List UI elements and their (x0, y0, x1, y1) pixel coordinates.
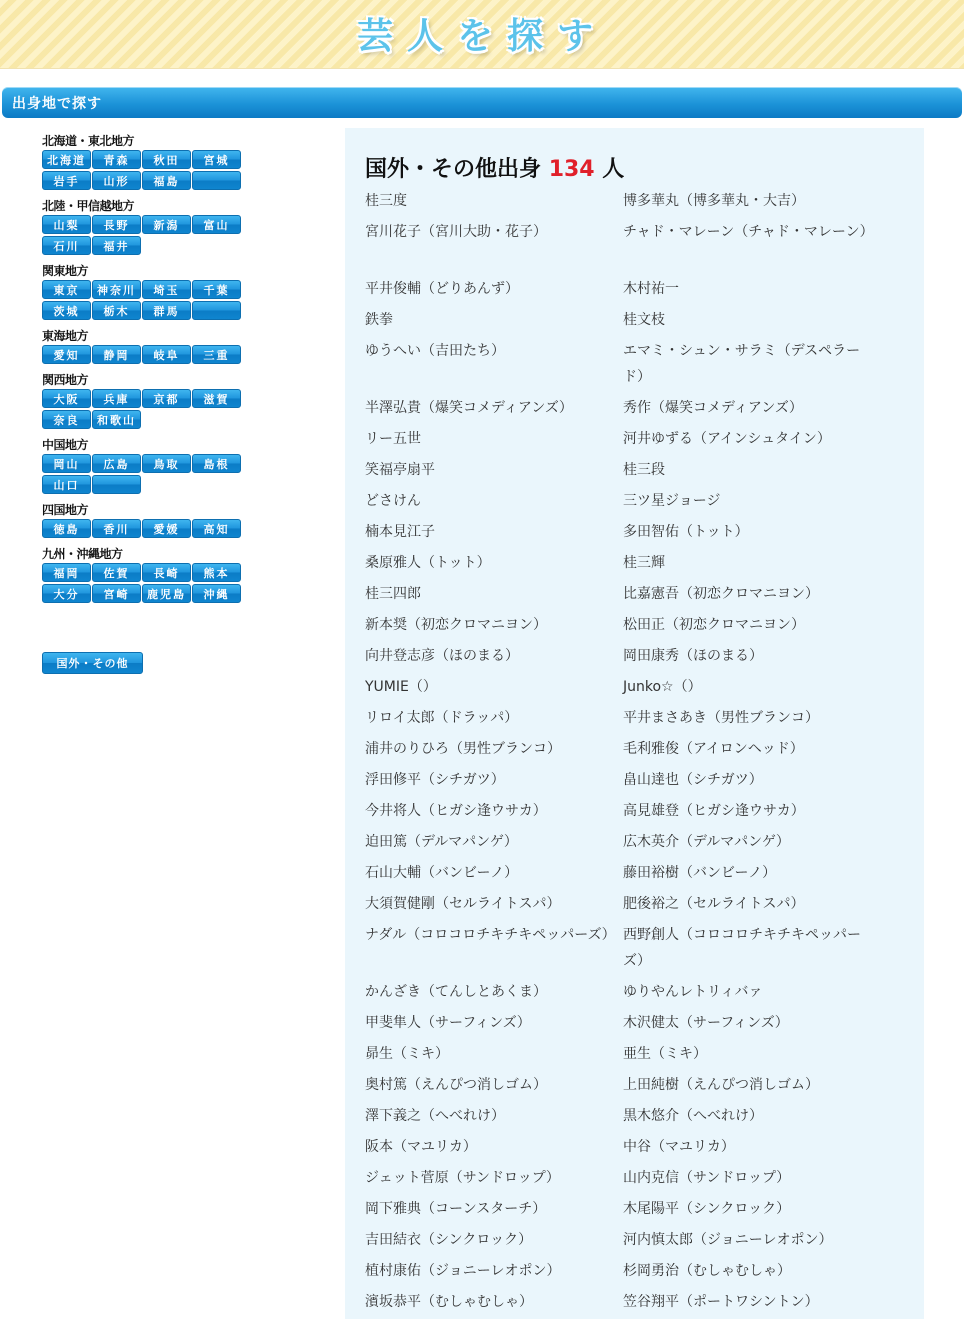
prefecture-button[interactable]: 北海道 (42, 150, 91, 169)
comedian-link[interactable]: 鉄拳 (365, 312, 393, 328)
comedian-link[interactable]: 桂三四郎 (365, 586, 421, 602)
region-title: 北陸・甲信越地方 (42, 199, 135, 213)
comedian-link[interactable]: 宮川花子（宮川大助・花子） (365, 224, 547, 240)
comedian-link[interactable]: 博多華丸（博多華丸・大吉） (623, 193, 805, 209)
region-group (42, 327, 252, 365)
comedian-link[interactable]: YUMIE（） (365, 679, 437, 695)
comedian-link[interactable]: ジェット菅原（サンドロップ） (365, 1170, 560, 1186)
comedian-link[interactable]: 西野創人（コロコロチキチキペッパーズ） (623, 927, 861, 969)
prefecture-button[interactable]: 宮城 (192, 150, 241, 169)
comedian-link[interactable]: 杉岡勇治（むしゃむしゃ） (623, 1263, 791, 1279)
prefecture-grid (42, 150, 252, 191)
comedian-link[interactable]: 河井ゆずる（アインシュタイン） (623, 431, 831, 447)
comedian-link[interactable]: 上田純樹（えんぴつ消しゴム） (623, 1077, 819, 1093)
comedian-link[interactable]: 桂三度 (365, 193, 407, 209)
comedian-link[interactable]: 奥村篤（えんぴつ消しゴム） (365, 1077, 547, 1093)
prefecture-button-empty (92, 475, 141, 494)
region-title: 東海地方 (42, 329, 89, 343)
comedian-link[interactable]: リロイ太郎（ドラッパ） (365, 710, 519, 726)
region-title: 関西地方 (42, 373, 89, 387)
comedian-link[interactable]: 笠谷翔平（ポートワシントン） (623, 1294, 819, 1310)
prefecture-button[interactable]: 山形 (92, 171, 141, 190)
region-group (42, 371, 252, 430)
comedian-link[interactable]: 濱坂恭平（むしゃむしゃ） (365, 1294, 533, 1310)
prefecture-button[interactable]: 岐阜 (142, 345, 191, 364)
comedian-link[interactable]: 楠本見江子 (365, 524, 435, 540)
prefecture-button[interactable]: 愛媛 (142, 519, 191, 538)
other-region-button[interactable]: 国外・その他 (42, 652, 143, 674)
comedian-link[interactable]: 松田正（初恋クロマニヨン） (623, 617, 805, 633)
comedian-link[interactable]: ゆりやんレトリィバァ (623, 984, 763, 1000)
prefecture-button[interactable]: 福島 (142, 171, 191, 190)
results-heading-text: 国外・その他出身 (365, 157, 542, 182)
prefecture-button[interactable]: 和歌山 (92, 410, 141, 429)
comedian-link[interactable]: 亜生（ミキ） (623, 1046, 707, 1062)
prefecture-button-empty (192, 301, 241, 320)
prefecture-button[interactable]: 鹿児島 (142, 584, 191, 603)
prefecture-button[interactable]: 富山 (192, 215, 241, 234)
comedian-link[interactable]: 中谷（マユリカ） (623, 1139, 735, 1155)
comedian-link[interactable]: 秀作（爆笑コメディアンズ） (623, 400, 803, 416)
region-group (42, 545, 252, 604)
comedian-link[interactable]: 畠山達也（シチガツ） (623, 772, 763, 788)
comedian-link[interactable]: 植村康佑（ジョニーレオポン） (365, 1263, 561, 1279)
prefecture-button[interactable]: 大阪 (42, 389, 91, 408)
comedian-link[interactable]: 澤下義之（へべれけ） (365, 1108, 505, 1124)
comedian-link[interactable]: 平井まさあき（男性ブランコ） (623, 710, 819, 726)
prefecture-button[interactable]: 福岡 (42, 563, 91, 582)
prefecture-button[interactable]: 埼玉 (142, 280, 191, 299)
comedian-link[interactable]: 河内慎太郎（ジョニーレオポン） (623, 1232, 833, 1248)
comedian-link[interactable]: かんざき（てんしとあくま） (365, 984, 547, 1000)
results-panel (345, 128, 924, 1319)
comedian-link[interactable]: 昴生（ミキ） (365, 1046, 449, 1062)
prefecture-button[interactable]: 広島 (92, 454, 141, 473)
region-title: 九州・沖縄地方 (42, 547, 123, 561)
comedian-link[interactable]: 岡下雅典（コーンスターチ） (365, 1201, 547, 1217)
prefecture-button[interactable]: 福井 (92, 236, 141, 255)
prefecture-button[interactable]: 三重 (192, 345, 241, 364)
prefecture-button[interactable]: 岩手 (42, 171, 91, 190)
section-title: 出身地で探す (12, 96, 102, 112)
comedian-link[interactable]: 桂文枝 (623, 312, 665, 328)
region-title: 関東地方 (42, 264, 89, 278)
comedian-link[interactable]: 多田智佑（トット） (623, 524, 749, 540)
prefecture-button[interactable]: 愛知 (42, 345, 91, 364)
prefecture-button[interactable]: 新潟 (142, 215, 191, 234)
comedian-link[interactable]: 迫田篤（デルマパンゲ） (365, 834, 518, 850)
prefecture-button[interactable]: 奈良 (42, 410, 91, 429)
comedian-link[interactable]: 木沢健太（サーフィンズ） (623, 1015, 789, 1031)
prefecture-button[interactable]: 宮崎 (92, 584, 141, 603)
comedian-link[interactable]: 木村祐一 (623, 281, 679, 297)
prefecture-button[interactable]: 秋田 (142, 150, 191, 169)
prefecture-button[interactable]: 高知 (192, 519, 241, 538)
comedian-link[interactable]: 藤田裕樹（バンビーノ） (623, 865, 777, 881)
comedian-link[interactable]: 比嘉憲吾（初恋クロマニヨン） (623, 586, 819, 602)
prefecture-button[interactable]: 沖縄 (192, 584, 241, 603)
prefecture-grid (42, 280, 252, 321)
region-title: 北海道・東北地方 (42, 134, 135, 148)
region-group (42, 436, 252, 495)
comedian-link[interactable]: 浮田修平（シチガツ） (365, 772, 505, 788)
prefecture-button[interactable]: 山梨 (42, 215, 91, 234)
comedian-link[interactable]: 黒木悠介（へべれけ） (623, 1108, 763, 1124)
results-count: 134 (548, 157, 595, 182)
prefecture-button[interactable]: 徳島 (42, 519, 91, 538)
comedian-link[interactable]: 新本奨（初恋クロマニヨン） (365, 617, 547, 633)
comedian-link[interactable]: 平井俊輔（どりあんず） (365, 281, 519, 297)
prefecture-grid (42, 215, 252, 256)
comedian-link[interactable]: 阪本（マユリカ） (365, 1139, 477, 1155)
comedian-link[interactable]: 桑原雅人（トット） (365, 555, 491, 571)
comedian-link[interactable]: 半澤弘貴（爆笑コメディアンズ） (365, 400, 573, 416)
comedian-link[interactable]: 桂三輝 (623, 555, 665, 571)
comedian-link[interactable]: 桂三段 (623, 462, 665, 478)
comedian-link[interactable]: リー五世 (365, 431, 421, 447)
comedian-link[interactable]: 高見雄登（ヒガシ逢ウサカ） (623, 803, 805, 819)
region-title: 中国地方 (42, 438, 89, 452)
region-group (42, 132, 252, 191)
comedian-link[interactable]: 今井将人（ヒガシ逢ウサカ） (365, 803, 547, 819)
region-group (42, 501, 252, 539)
prefecture-button[interactable]: 香川 (92, 519, 141, 538)
prefecture-button[interactable]: 島根 (192, 454, 241, 473)
region-group (42, 262, 252, 321)
prefecture-button[interactable]: 鳥取 (142, 454, 191, 473)
prefecture-grid (42, 389, 252, 430)
prefecture-grid (42, 519, 252, 539)
prefecture-button[interactable]: 神奈川 (92, 280, 141, 299)
prefecture-button[interactable]: 東京 (42, 280, 91, 299)
prefecture-grid (42, 563, 252, 604)
comedian-link[interactable]: チャド・マレーン（チャド・マレーン） (623, 224, 874, 240)
region-group (42, 197, 252, 256)
comedian-link[interactable]: 大須賀健剛（セルライトスパ） (365, 896, 561, 912)
comedian-link[interactable]: 毛利雅俊（アイロンヘッド） (623, 741, 804, 757)
page-title: 芸人を探す (356, 16, 607, 57)
prefecture-button[interactable]: 長野 (92, 215, 141, 234)
results-heading (365, 152, 624, 183)
prefecture-button[interactable]: 茨城 (42, 301, 91, 320)
comedian-link[interactable]: 山内克信（サンドロップ） (623, 1170, 791, 1186)
comedian-link[interactable]: ナダル（コロコロチキチキペッパーズ） (365, 927, 616, 943)
comedian-list (365, 186, 874, 1318)
comedian-link[interactable]: ゆうへい（吉田たち） (365, 343, 505, 359)
prefecture-button[interactable]: 栃木 (92, 301, 141, 320)
comedian-link[interactable]: 岡田康秀（ほのまる） (623, 648, 763, 664)
comedian-link[interactable]: 甲斐隼人（サーフィンズ） (365, 1015, 531, 1031)
prefecture-button[interactable]: 大分 (42, 584, 91, 603)
prefecture-button[interactable]: 長崎 (142, 563, 191, 582)
comedian-link[interactable]: 向井登志彦（ほのまる） (365, 648, 519, 664)
prefecture-button[interactable]: 群馬 (142, 301, 191, 320)
comedian-link[interactable]: Junko☆（） (623, 679, 702, 695)
prefecture-button-empty (192, 171, 241, 190)
comedian-link[interactable]: 浦井のりひろ（男性ブランコ） (365, 741, 561, 757)
comedian-link[interactable]: 肥後裕之（セルライトスパ） (623, 896, 805, 912)
section-header (2, 87, 962, 118)
prefecture-button[interactable]: 熊本 (192, 563, 241, 582)
prefecture-button[interactable]: 滋賀 (192, 389, 241, 408)
region-nav (42, 132, 252, 610)
comedian-link[interactable]: エマミ・シュン・サラミ（デスペラード） (623, 343, 861, 385)
prefecture-button[interactable]: 岡山 (42, 454, 91, 473)
prefecture-grid (42, 454, 252, 495)
prefecture-button[interactable]: 石川 (42, 236, 91, 255)
comedian-link[interactable]: 吉田結衣（シンクロック） (365, 1232, 533, 1248)
header-banner (0, 0, 964, 69)
prefecture-grid (42, 345, 252, 365)
prefecture-button[interactable]: 青森 (92, 150, 141, 169)
prefecture-button[interactable]: 静岡 (92, 345, 141, 364)
comedian-link[interactable]: 石山大輔（バンビーノ） (365, 865, 519, 881)
comedian-link[interactable]: 木尾陽平（シンクロック） (623, 1201, 791, 1217)
prefecture-button[interactable]: 千葉 (192, 280, 241, 299)
results-unit: 人 (602, 157, 625, 182)
prefecture-button[interactable]: 兵庫 (92, 389, 141, 408)
comedian-link[interactable]: 三ツ星ジョージ (623, 493, 721, 509)
prefecture-button[interactable]: 京都 (142, 389, 191, 408)
comedian-link[interactable]: 広木英介（デルマパンゲ） (623, 834, 790, 850)
comedian-link[interactable]: どさけん (365, 493, 421, 509)
prefecture-button[interactable]: 佐賀 (92, 563, 141, 582)
prefecture-button[interactable]: 山口 (42, 475, 91, 494)
region-title: 四国地方 (42, 503, 89, 517)
comedian-link[interactable]: 笑福亭扇平 (365, 462, 435, 478)
